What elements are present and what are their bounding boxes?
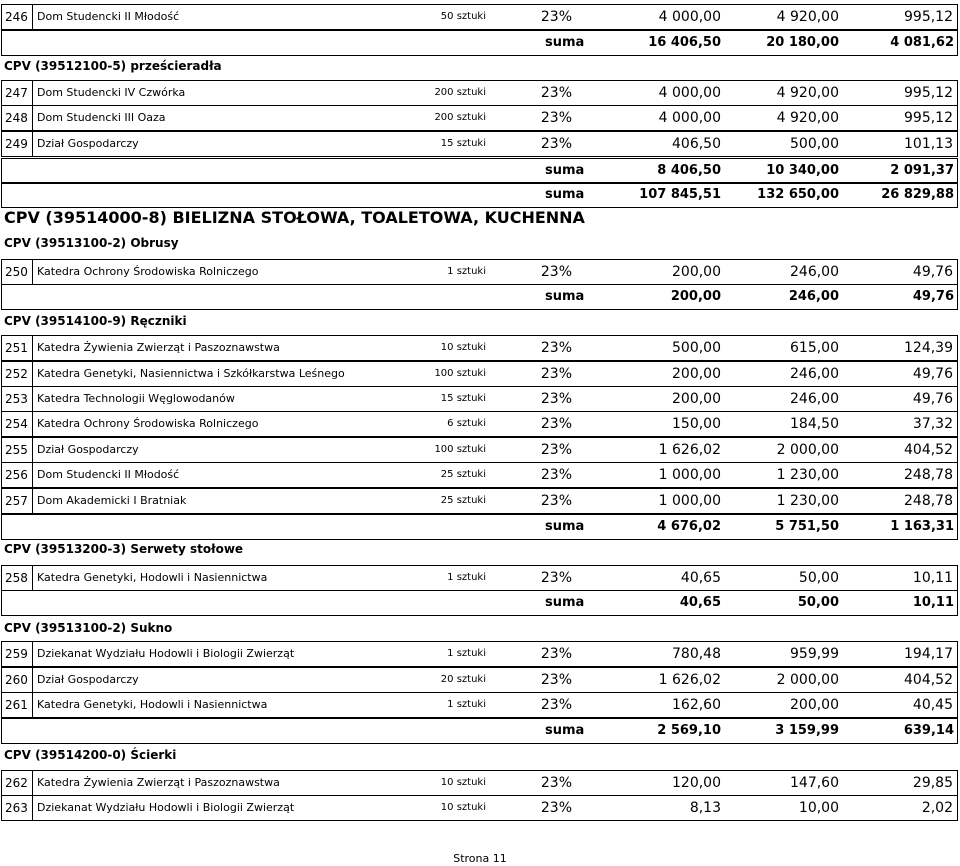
vat-rate: 23% bbox=[488, 667, 575, 693]
net-value: 500,00 bbox=[575, 335, 725, 361]
gross-value: 50,00 bbox=[725, 565, 843, 591]
table-row bbox=[0, 795, 960, 821]
row-number: 261 bbox=[1, 692, 33, 718]
gross-value: 246,00 bbox=[725, 386, 843, 412]
vat-amount: 49,76 bbox=[843, 259, 958, 285]
vat-amount: 49,76 bbox=[843, 361, 958, 387]
vat-rate: 23% bbox=[488, 770, 575, 796]
vat-amount: 995,12 bbox=[843, 4, 958, 30]
subtotal-net: 4 676,02 bbox=[657, 519, 721, 534]
section-heading: CPV (39514000-8) BIELIZNA STOŁOWA, TOALETOWA, KUCHENNA bbox=[4, 208, 585, 227]
row-number: 253 bbox=[1, 386, 33, 412]
subtotal-vat: 639,14 bbox=[903, 723, 954, 738]
vat-rate: 23% bbox=[488, 462, 575, 488]
unit-name: Dom Studencki II Młodość bbox=[33, 462, 408, 488]
quantity: 100 sztuki bbox=[408, 361, 488, 387]
subtotal-gross: 246,00 bbox=[788, 289, 839, 304]
quantity: 1 sztuki bbox=[408, 259, 488, 285]
row-number: 252 bbox=[1, 361, 33, 387]
vat-rate: 23% bbox=[488, 386, 575, 412]
vat-rate: 23% bbox=[488, 692, 575, 718]
quantity: 15 sztuki bbox=[408, 131, 488, 157]
subtotal-label: suma bbox=[545, 723, 585, 738]
vat-amount: 10,11 bbox=[843, 565, 958, 591]
subtotal-label: suma bbox=[545, 163, 585, 178]
vat-rate: 23% bbox=[488, 488, 575, 514]
unit-name: Katedra Genetyki, Nasiennictwa i Szkółkarstwa Leśnego bbox=[33, 361, 408, 387]
table-row bbox=[0, 667, 960, 693]
net-value: 162,60 bbox=[575, 692, 725, 718]
vat-amount: 29,85 bbox=[843, 770, 958, 796]
subtotal-gross: 3 159,99 bbox=[775, 723, 839, 738]
row-number: 248 bbox=[1, 105, 33, 131]
vat-rate: 23% bbox=[488, 795, 575, 821]
quantity: 1 sztuki bbox=[408, 692, 488, 718]
vat-rate: 23% bbox=[488, 437, 575, 463]
vat-rate: 23% bbox=[488, 565, 575, 591]
vat-amount: 101,13 bbox=[843, 131, 958, 157]
unit-name: Katedra Ochrony Środowiska Rolniczego bbox=[33, 259, 408, 285]
subtotal-net: 8 406,50 bbox=[657, 163, 721, 178]
row-number: 263 bbox=[1, 795, 33, 821]
row-number: 259 bbox=[1, 641, 33, 667]
unit-name: Katedra Żywienia Zwierząt i Paszoznawstwa bbox=[33, 770, 408, 796]
vat-amount: 248,78 bbox=[843, 462, 958, 488]
category-heading: CPV (39512100-5) prześcieradła bbox=[4, 59, 222, 73]
vat-rate: 23% bbox=[488, 335, 575, 361]
vat-amount: 995,12 bbox=[843, 105, 958, 131]
subtotal-gross: 10 340,00 bbox=[766, 163, 839, 178]
subtotal-row bbox=[0, 718, 960, 744]
gross-value: 4 920,00 bbox=[725, 105, 843, 131]
quantity: 10 sztuki bbox=[408, 795, 488, 821]
gross-value: 147,60 bbox=[725, 770, 843, 796]
category-heading: CPV (39513100-2) Sukno bbox=[4, 621, 173, 635]
table-row bbox=[0, 488, 960, 514]
subtotal-row bbox=[0, 30, 960, 56]
unit-name: Katedra Genetyki, Hodowli i Nasiennictwa bbox=[33, 692, 408, 718]
net-value: 4 000,00 bbox=[575, 4, 725, 30]
grand-total-row bbox=[0, 182, 960, 208]
row-number: 257 bbox=[1, 488, 33, 514]
quantity: 50 sztuki bbox=[408, 4, 488, 30]
net-value: 150,00 bbox=[575, 411, 725, 437]
quantity: 1 sztuki bbox=[408, 565, 488, 591]
subtotal-net: 16 406,50 bbox=[648, 35, 721, 50]
gross-value: 4 920,00 bbox=[725, 80, 843, 106]
subtotal-gross: 20 180,00 bbox=[766, 35, 839, 50]
category-heading: CPV (39514200-0) Ścierki bbox=[4, 748, 177, 762]
table-row bbox=[0, 565, 960, 591]
category-heading: CPV (39514100-9) Ręczniki bbox=[4, 314, 187, 328]
subtotal-vat: 49,76 bbox=[912, 289, 954, 304]
quantity: 1 sztuki bbox=[408, 641, 488, 667]
vat-rate: 23% bbox=[488, 131, 575, 157]
vat-amount: 49,76 bbox=[843, 386, 958, 412]
subtotal-net: 40,65 bbox=[679, 595, 721, 610]
unit-name: Katedra Żywienia Zwierząt i Paszoznawstwa bbox=[33, 335, 408, 361]
subtotal-net: 200,00 bbox=[670, 289, 721, 304]
net-value: 120,00 bbox=[575, 770, 725, 796]
row-number: 254 bbox=[1, 411, 33, 437]
quantity: 100 sztuki bbox=[408, 437, 488, 463]
gross-value: 200,00 bbox=[725, 692, 843, 718]
row-number: 249 bbox=[1, 131, 33, 157]
subtotal-net: 107 845,51 bbox=[639, 187, 721, 202]
net-value: 780,48 bbox=[575, 641, 725, 667]
unit-name: Dział Gospodarczy bbox=[33, 667, 408, 693]
table-row bbox=[0, 131, 960, 157]
gross-value: 10,00 bbox=[725, 795, 843, 821]
unit-name: Dziekanat Wydziału Hodowli i Biologii Zwierząt bbox=[33, 641, 408, 667]
category-heading: CPV (39513100-2) Obrusy bbox=[4, 236, 179, 250]
vat-amount: 404,52 bbox=[843, 667, 958, 693]
quantity: 6 sztuki bbox=[408, 411, 488, 437]
gross-value: 2 000,00 bbox=[725, 437, 843, 463]
subtotal-gross: 132 650,00 bbox=[757, 187, 839, 202]
quantity: 20 sztuki bbox=[408, 667, 488, 693]
gross-value: 246,00 bbox=[725, 361, 843, 387]
unit-name: Katedra Genetyki, Hodowli i Nasiennictwa bbox=[33, 565, 408, 591]
row-number: 256 bbox=[1, 462, 33, 488]
vat-amount: 40,45 bbox=[843, 692, 958, 718]
vat-amount: 124,39 bbox=[843, 335, 958, 361]
table-row bbox=[0, 4, 960, 30]
vat-rate: 23% bbox=[488, 411, 575, 437]
vat-amount: 248,78 bbox=[843, 488, 958, 514]
vat-rate: 23% bbox=[488, 361, 575, 387]
gross-value: 1 230,00 bbox=[725, 462, 843, 488]
row-number: 251 bbox=[1, 335, 33, 361]
vat-amount: 194,17 bbox=[843, 641, 958, 667]
subtotal-vat: 10,11 bbox=[912, 595, 954, 610]
vat-rate: 23% bbox=[488, 641, 575, 667]
net-value: 8,13 bbox=[575, 795, 725, 821]
unit-name: Katedra Technologii Węglowodanów bbox=[33, 386, 408, 412]
table-row bbox=[0, 437, 960, 463]
gross-value: 4 920,00 bbox=[725, 4, 843, 30]
net-value: 200,00 bbox=[575, 361, 725, 387]
unit-name: Katedra Ochrony Środowiska Rolniczego bbox=[33, 411, 408, 437]
net-value: 4 000,00 bbox=[575, 80, 725, 106]
table-row bbox=[0, 386, 960, 412]
gross-value: 184,50 bbox=[725, 411, 843, 437]
quantity: 25 sztuki bbox=[408, 462, 488, 488]
gross-value: 2 000,00 bbox=[725, 667, 843, 693]
subtotal-net: 2 569,10 bbox=[657, 723, 721, 738]
quantity: 25 sztuki bbox=[408, 488, 488, 514]
subtotal-gross: 5 751,50 bbox=[775, 519, 839, 534]
quantity: 10 sztuki bbox=[408, 770, 488, 796]
category-heading: CPV (39513200-3) Serwety stołowe bbox=[4, 542, 244, 556]
net-value: 1 000,00 bbox=[575, 488, 725, 514]
table-row bbox=[0, 411, 960, 437]
quantity: 200 sztuki bbox=[408, 105, 488, 131]
table-row bbox=[0, 692, 960, 718]
unit-name: Dom Akademicki I Bratniak bbox=[33, 488, 408, 514]
table-row bbox=[0, 80, 960, 106]
vat-amount: 37,32 bbox=[843, 411, 958, 437]
table-row bbox=[0, 462, 960, 488]
gross-value: 246,00 bbox=[725, 259, 843, 285]
unit-name: Dział Gospodarczy bbox=[33, 131, 408, 157]
gross-value: 615,00 bbox=[725, 335, 843, 361]
vat-rate: 23% bbox=[488, 105, 575, 131]
net-value: 406,50 bbox=[575, 131, 725, 157]
page-number: Strona 11 bbox=[453, 852, 507, 865]
net-value: 1 626,02 bbox=[575, 437, 725, 463]
row-number: 246 bbox=[1, 4, 33, 30]
gross-value: 500,00 bbox=[725, 131, 843, 157]
table-row bbox=[0, 641, 960, 667]
subtotal-label: suma bbox=[545, 35, 585, 50]
subtotal-row bbox=[0, 284, 960, 310]
quantity: 10 sztuki bbox=[408, 335, 488, 361]
vat-rate: 23% bbox=[488, 259, 575, 285]
unit-name: Dom Studencki IV Czwórka bbox=[33, 80, 408, 106]
row-number: 258 bbox=[1, 565, 33, 591]
row-number: 247 bbox=[1, 80, 33, 106]
vat-amount: 2,02 bbox=[843, 795, 958, 821]
subtotal-label: suma bbox=[545, 519, 585, 534]
subtotal-vat: 2 091,37 bbox=[890, 163, 954, 178]
unit-name: Dziekanat Wydziału Hodowli i Biologii Zwierząt bbox=[33, 795, 408, 821]
net-value: 200,00 bbox=[575, 259, 725, 285]
subtotal-label: suma bbox=[545, 187, 585, 202]
table-row bbox=[0, 361, 960, 387]
subtotal-label: suma bbox=[545, 289, 585, 304]
row-number: 250 bbox=[1, 259, 33, 285]
net-value: 40,65 bbox=[575, 565, 725, 591]
table-row bbox=[0, 259, 960, 285]
table-row bbox=[0, 770, 960, 796]
net-value: 1 626,02 bbox=[575, 667, 725, 693]
subtotal-row bbox=[0, 158, 960, 184]
quantity: 15 sztuki bbox=[408, 386, 488, 412]
row-number: 262 bbox=[1, 770, 33, 796]
unit-name: Dom Studencki II Młodość bbox=[33, 4, 408, 30]
subtotal-gross: 50,00 bbox=[797, 595, 839, 610]
row-number: 260 bbox=[1, 667, 33, 693]
gross-value: 959,99 bbox=[725, 641, 843, 667]
unit-name: Dział Gospodarczy bbox=[33, 437, 408, 463]
vat-rate: 23% bbox=[488, 4, 575, 30]
subtotal-vat: 4 081,62 bbox=[890, 35, 954, 50]
unit-name: Dom Studencki III Oaza bbox=[33, 105, 408, 131]
row-number: 255 bbox=[1, 437, 33, 463]
table-row bbox=[0, 335, 960, 361]
vat-amount: 404,52 bbox=[843, 437, 958, 463]
subtotal-vat: 1 163,31 bbox=[890, 519, 954, 534]
net-value: 1 000,00 bbox=[575, 462, 725, 488]
vat-rate: 23% bbox=[488, 80, 575, 106]
table-row bbox=[0, 105, 960, 131]
subtotal-row bbox=[0, 590, 960, 616]
subtotal-vat: 26 829,88 bbox=[881, 187, 954, 202]
quantity: 200 sztuki bbox=[408, 80, 488, 106]
gross-value: 1 230,00 bbox=[725, 488, 843, 514]
net-value: 4 000,00 bbox=[575, 105, 725, 131]
subtotal-row bbox=[0, 514, 960, 540]
net-value: 200,00 bbox=[575, 386, 725, 412]
subtotal-label: suma bbox=[545, 595, 585, 610]
vat-amount: 995,12 bbox=[843, 80, 958, 106]
